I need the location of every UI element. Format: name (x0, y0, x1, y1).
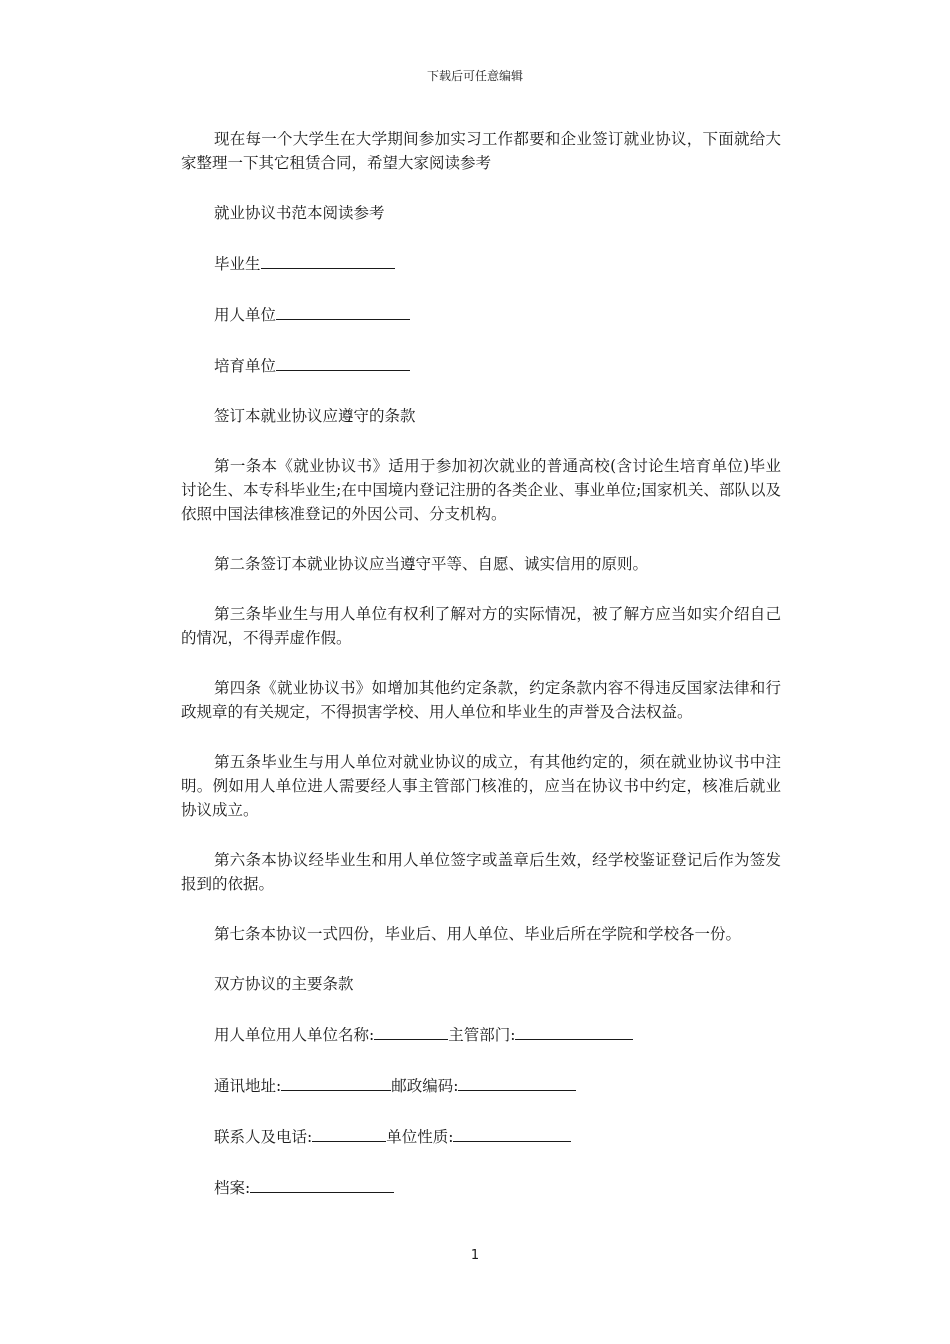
nature-label: 单位性质: (386, 1128, 454, 1146)
clause-6: 第六条本协议经毕业生和用人单位签字或盖章后生效，经学校鉴证登记后作为签发报到的依据。 (181, 851, 781, 893)
training-unit-label: 培育单位 (214, 357, 277, 375)
clause-4: 第四条《就业协议书》如增加其他约定条款，约定条款内容不得违反国家法律和行政规章的有关规定，不得损害学校、用人单位和毕业生的声誉及合法权益。 (181, 679, 781, 721)
clauses-heading: 签订本就业协议应遵守的条款 (214, 407, 416, 425)
graduate-field (181, 251, 781, 276)
graduate-blank (261, 251, 395, 269)
contact-blank (312, 1124, 386, 1142)
training-unit-field (181, 353, 781, 378)
intro-paragraph: 现在每一个大学生在大学期间参加实习工作都要和企业签订就业协议，下面就给大家整理一下其它租赁合同，希望大家阅读参考 (181, 130, 781, 172)
main-terms-heading: 双方协议的主要条款 (214, 975, 354, 993)
supervisor-label: 主管部门: (448, 1026, 516, 1044)
employer-name-label: 用人单位用人单位名称: (214, 1026, 375, 1044)
address-label: 通讯地址: (214, 1077, 282, 1095)
employer-label: 用人单位 (214, 306, 277, 324)
page-number: 1 (470, 1248, 480, 1263)
document-title: 就业协议书范本阅读参考 (214, 204, 385, 222)
employer-name-blank (374, 1022, 448, 1040)
clause-3: 第三条毕业生与用人单位有权利了解对方的实际情况，被了解方应当如实介绍自己的情况，不得弄虚作假。 (181, 605, 781, 647)
supervisor-blank (515, 1022, 633, 1040)
training-unit-blank (276, 353, 410, 371)
archive-row (181, 1175, 781, 1200)
postcode-label: 邮政编码: (391, 1077, 459, 1095)
contact-row (181, 1124, 781, 1149)
clause-1: 第一条本《就业协议书》适用于参加初次就业的普通高校(含讨论生培育单位)毕业讨论生、本专科毕业生;在中国境内登记注册的各类企业、事业单位;国家机关、部队以及依照中国法律核准登记的外因公司、分支机构。 (181, 457, 781, 523)
nature-blank (453, 1124, 571, 1142)
clause-5: 第五条毕业生与用人单位对就业协议的成立，有其他约定的，须在就业协议书中注明。例如用人单位进人需要经人事主管部门核准的，应当在协议书中约定，核准后就业协议成立。 (181, 753, 781, 819)
employer-name-row (181, 1022, 781, 1047)
archive-blank (250, 1175, 394, 1193)
address-row (181, 1073, 781, 1098)
employer-blank (276, 302, 410, 320)
clause-2: 第二条签订本就业协议应当遵守平等、自愿、诚实信用的原则。 (214, 555, 649, 573)
graduate-label: 毕业生 (214, 255, 261, 273)
header-note: 下载后可任意编辑 (426, 69, 523, 83)
archive-label: 档案: (214, 1179, 251, 1197)
contact-label: 联系人及电话: (214, 1128, 313, 1146)
document-body (181, 127, 781, 1226)
employer-field (181, 302, 781, 327)
clause-7: 第七条本协议一式四份，毕业后、用人单位、毕业后所在学院和学校各一份。 (214, 925, 742, 943)
address-blank (281, 1073, 391, 1091)
postcode-blank (458, 1073, 576, 1091)
